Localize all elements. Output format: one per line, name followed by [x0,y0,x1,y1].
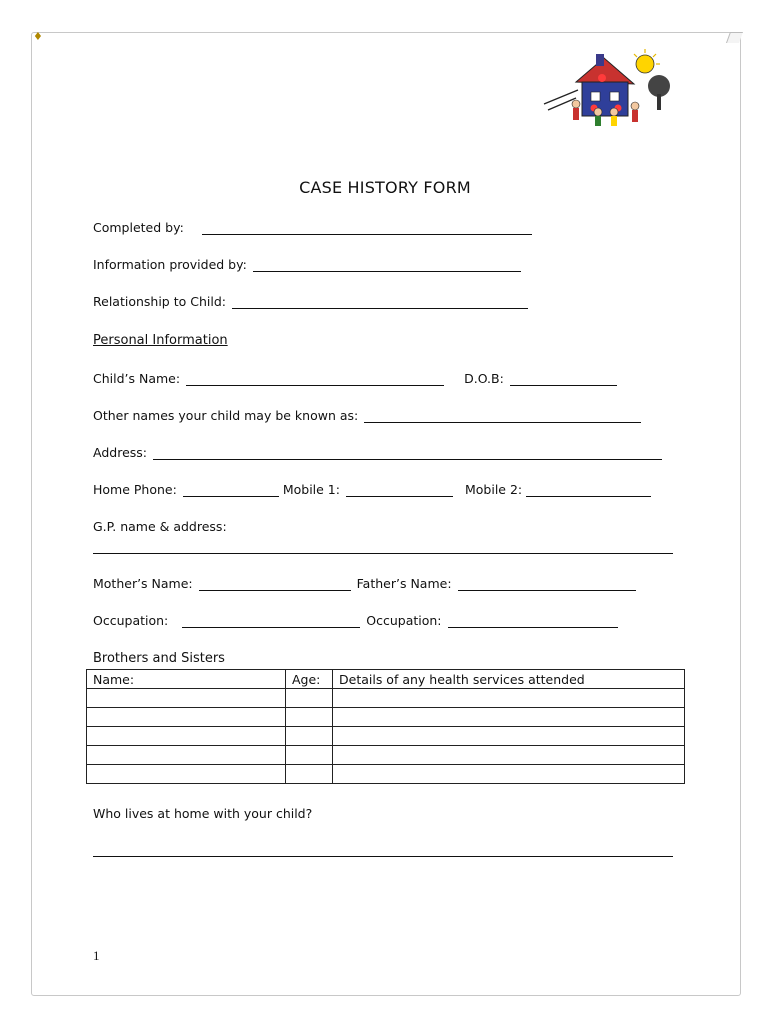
siblings-header-row [87,670,685,689]
occupation-row [93,613,618,628]
other-names-row [93,408,641,423]
table-row [87,765,685,784]
personal-information-heading: Personal Information [93,333,228,348]
page-curl [726,32,743,43]
other-names-field[interactable] [364,410,641,423]
address-field[interactable] [153,447,662,460]
age-cell[interactable] [286,689,333,708]
home-phone-field[interactable] [183,484,279,497]
lives-at-home-row [93,806,312,821]
information-provided-row [93,257,521,272]
page-number: 1 [93,948,100,963]
name-cell[interactable] [87,746,286,765]
relationship-label: Relationship to Child: [93,294,226,309]
childs-name-label: Child’s Name: [93,371,181,386]
col-age-header: Age: [286,670,333,689]
mothers-name-label: Mother’s Name: [93,576,193,591]
gp-field[interactable] [93,553,673,554]
childs-name-field[interactable] [186,373,444,386]
occupation2-field[interactable] [448,615,618,628]
occupation1-label: Occupation: [93,613,169,628]
fathers-name-field[interactable] [458,578,636,591]
fathers-name-label: Father’s Name: [356,576,452,591]
age-cell[interactable] [286,727,333,746]
col-name-header: Name: [87,670,286,689]
mobile2-field[interactable] [526,484,651,497]
table-row [87,727,685,746]
pin-icon: ♦ [33,30,43,43]
details-cell[interactable] [333,727,685,746]
dob-field[interactable] [510,373,617,386]
dob-label: D.O.B: [464,371,504,386]
age-cell[interactable] [286,708,333,727]
age-cell[interactable] [286,765,333,784]
document-page [31,32,741,996]
col-details-header: Details of any health services attended [333,670,685,689]
relationship-field[interactable] [232,296,528,309]
address-row [93,445,662,460]
completed-by-field[interactable] [202,222,532,235]
completed-by-row [93,220,532,235]
table-row [87,746,685,765]
form-title: CASE HISTORY FORM [299,178,471,197]
relationship-row [93,294,528,309]
details-cell[interactable] [333,708,685,727]
completed-by-label: Completed by: [93,220,184,235]
mobile1-label: Mobile 1: [282,482,340,497]
parents-row [93,576,636,591]
mothers-name-field[interactable] [199,578,351,591]
details-cell[interactable] [333,689,685,708]
phone-row [93,482,651,497]
name-cell[interactable] [87,727,286,746]
name-cell[interactable] [87,708,286,727]
age-cell[interactable] [286,746,333,765]
mobile2-label: Mobile 2: [464,482,523,497]
occupation1-field[interactable] [182,615,360,628]
details-cell[interactable] [333,746,685,765]
table-row [87,708,685,727]
other-names-label: Other names your child may be known as: [93,408,359,423]
name-cell[interactable] [87,689,286,708]
home-phone-label: Home Phone: [93,482,177,497]
siblings-heading: Brothers and Sisters [93,651,225,666]
gp-row [93,519,227,534]
occupation2-label: Occupation: [366,613,442,628]
information-provided-label: Information provided by: [93,257,247,272]
address-label: Address: [93,445,147,460]
house-children-logo [538,46,678,134]
information-provided-field[interactable] [253,259,521,272]
table-row [87,689,685,708]
lives-at-home-field[interactable] [93,856,673,857]
name-cell[interactable] [87,765,286,784]
siblings-table [86,669,685,784]
lives-at-home-label: Who lives at home with your child? [93,806,313,821]
mobile1-field[interactable] [346,484,453,497]
details-cell[interactable] [333,765,685,784]
gp-label: G.P. name & address: [93,519,227,534]
childs-name-row [93,371,617,386]
